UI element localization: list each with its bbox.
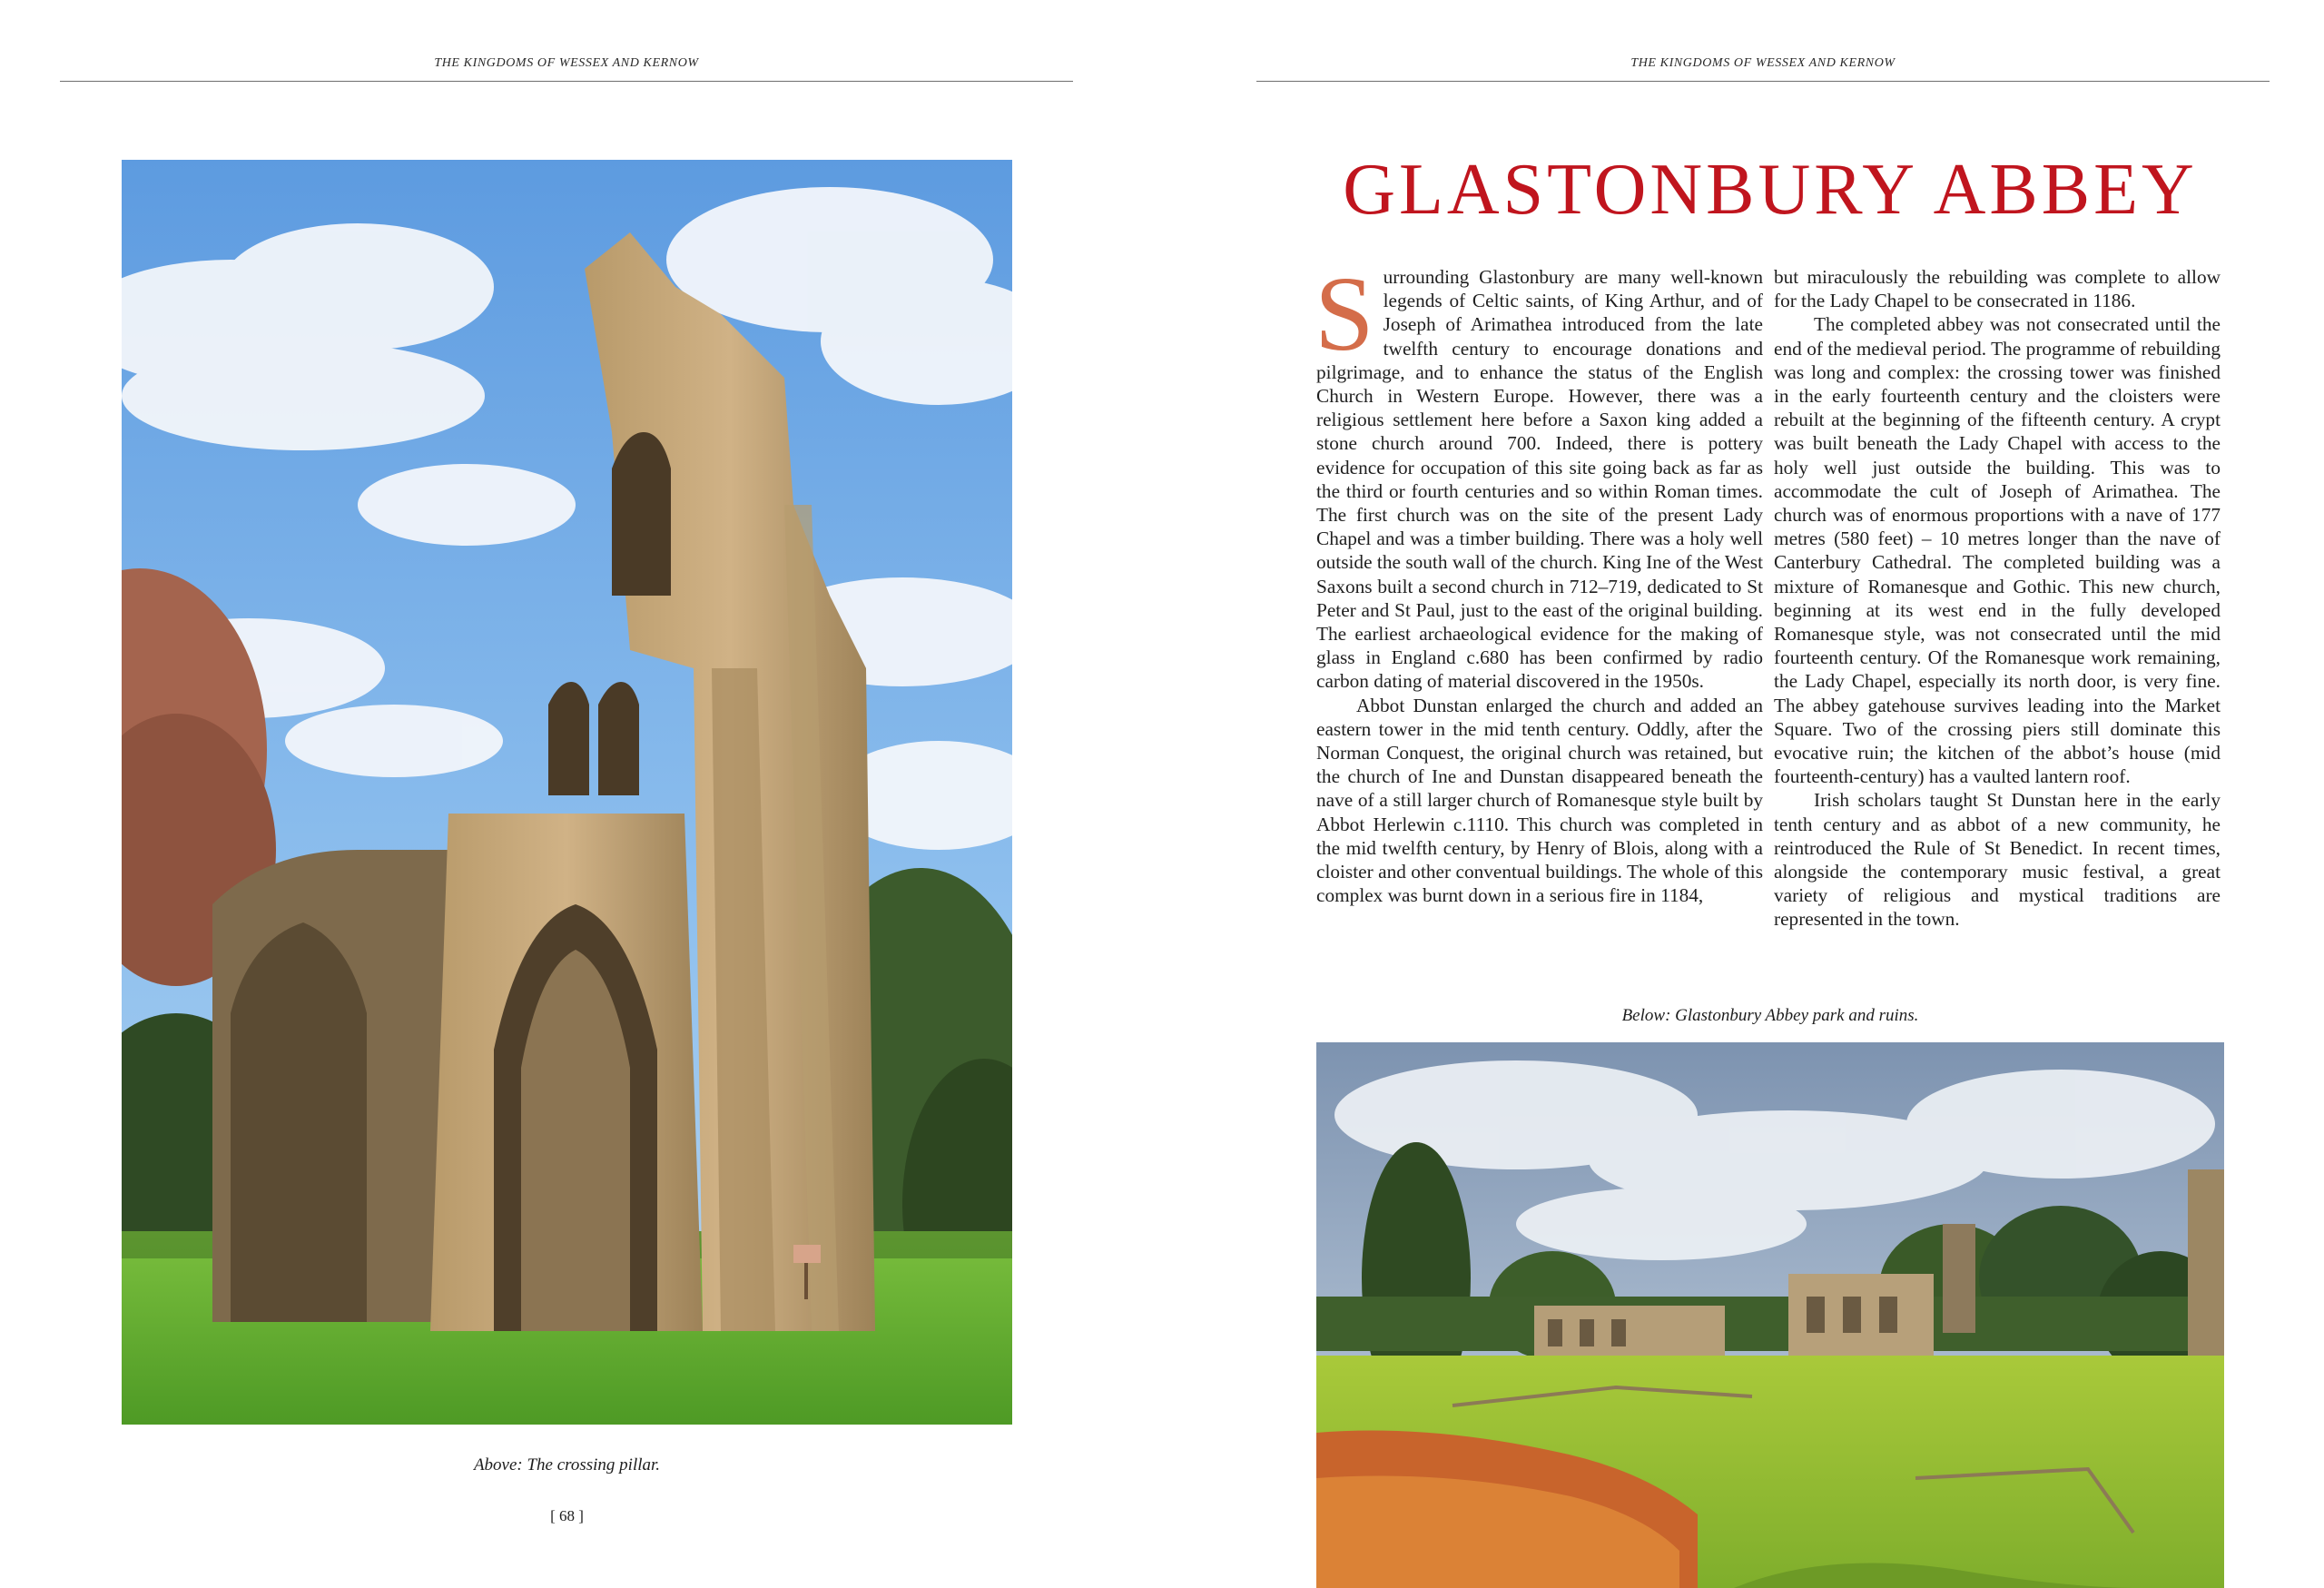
running-head-right: THE KINGDOMS OF WESSEX AND KERNOW xyxy=(1256,56,2270,82)
abbey-park-image xyxy=(1316,1042,2224,1588)
right-page xyxy=(1162,0,2324,1588)
running-head-left: THE KINGDOMS OF WESSEX AND KERNOW xyxy=(60,56,1073,82)
paragraph: Abbot Dunstan enlarged the church and added an eastern tower in the mid tenth century. Oddly, after the Norman Conquest, the original church was retained, but the church of Ine and Dunstan disappeared beneath the nave of a still larger church of Romanesque style built by Abbot Herlewin c.1110. This church was completed in the mid twelfth century, by Henry of Blois, along with a cloister and other conventual buildings. The whole of this complex was burnt down in a serious fire in 1184, xyxy=(1316,694,1763,907)
article-title: GLASTONBURY ABBEY xyxy=(1343,150,2198,230)
text-column-1 xyxy=(1315,254,1763,907)
abbey-park-photo xyxy=(1316,1042,2224,1588)
crossing-pillar-photo xyxy=(122,160,1012,1425)
paragraph-text: urrounding Glastonbury are many well-known legends of Celtic saints, of King Arthur, and of Joseph of Arimathea introduced from the late twelfth century to encourage donations and pilgrimage, and to enhance the status of the English Church in Western Europe. However, there was a religious settlement here before a Saxon king added a stone church around 700. Indeed, there is pottery evidence for occupation of this site going back as far as the third or fourth centuries and so within Roman times. The first church was on the site of the present Lady Chapel and was a timber building. There was a holy well outside the south wall of the church. King Ine of the West Saxons built a second church in 712–719, dedicated to St Peter and St Paul, just to the east of the original building. The earliest archaeological evidence for the making of glass in England c.680 has been confirmed by radio carbon dating of material discovered in the 1950s. xyxy=(1316,266,1763,693)
drop-cap: S xyxy=(1315,254,1374,373)
park-caption: Below: Glastonbury Abbey park and ruins. xyxy=(1621,1006,1919,1025)
crossing-pillar-image xyxy=(122,160,1012,1425)
paragraph: Irish scholars taught St Dunstan here in the early tenth century and as abbot of a new community, he reintroduced the Rule of St Benedict. In recent times, alongside the contemporary music festival, a great variety of religious and mystical traditions are represented in the town. xyxy=(1774,789,2221,931)
page-number: [ 68 ] xyxy=(550,1507,584,1524)
paragraph: The completed abbey was not consecrated until the end of the medieval period. The programme of rebuilding was long and complex: the crossing tower was finished in the early fourteenth century and the cloisters were rebuilt at the beginning of the fifteenth century. A crypt was built beneath the Lady Chapel with access to the holy well just outside the building. This was to accommodate the cult of Joseph of Arimathea. The church was of enormous proportions with a nave of 177 metres (580 feet) – 10 metres longer than the nave of Canterbury Cathedral. The completed building was a mixture of Romanesque and Gothic. This new church, beginning at its west end in the fully developed Romanesque style, was not consecrated until the mid fourteenth century. Of the Romanesque work remaining, the Lady Chapel, especially its north door, is very fine. The abbey gatehouse survives leading into the Market Square. Two of the crossing piers still dominate this evocative ruin; the kitchen of the abbot’s house (mid fourteenth-century) has a vaulted lantern roof. xyxy=(1774,313,2221,788)
text-column-2 xyxy=(1774,265,2221,932)
paragraph: but miraculously the rebuilding was complete to allow for the Lady Chapel to be consecrated in 1186. xyxy=(1774,266,2221,312)
pillar-caption: Above: The crossing pillar. xyxy=(473,1455,661,1475)
paragraph xyxy=(1315,254,1763,694)
